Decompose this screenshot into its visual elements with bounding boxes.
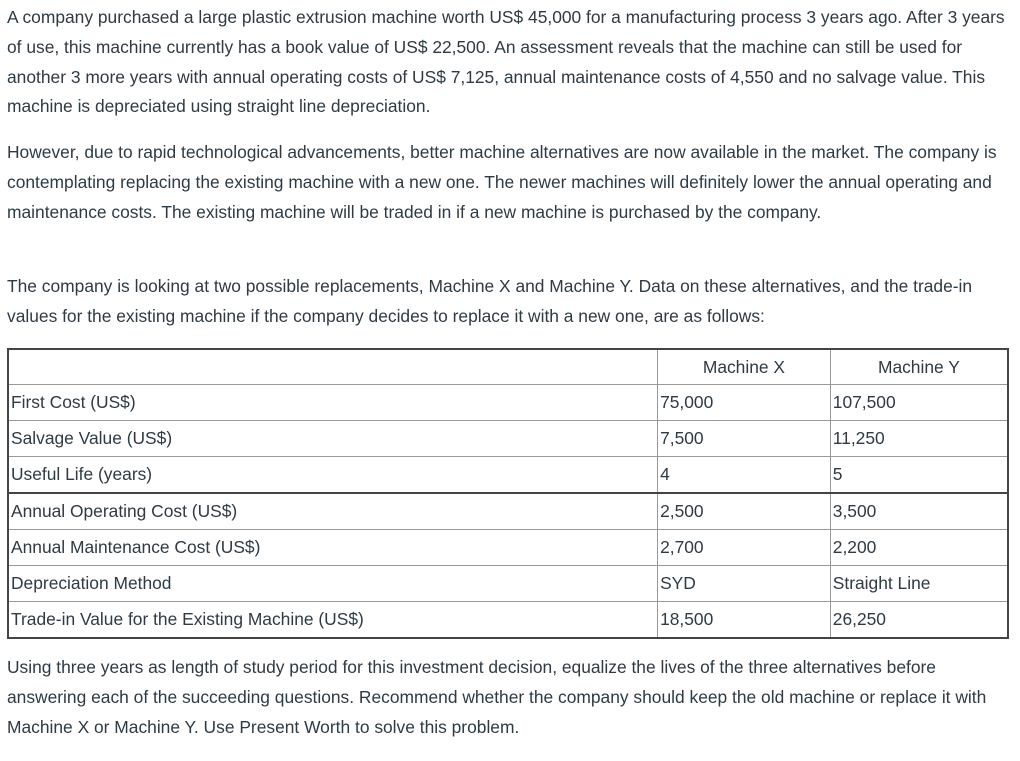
machine-x-header: Machine X (658, 349, 831, 385)
machine-y-trade-in-value: 26,250 (830, 602, 1008, 639)
row-label-annual-operating-cost: Annual Operating Cost (US$) (8, 493, 658, 530)
problem-intro-paragraph: A company purchased a large plastic extrusion machine worth US$ 45,000 for a manufacturing process 3 years ago. After 3 years of use, this machine currently has a book value of US$ 22,500. An assessment reveals that the machine can still be used for another 3 more years with annual operating costs of US$ 7,125, annual maintenance costs of 4,550 and no salvage value. This machine is depreciated using straight line depreciation. (7, 7, 1005, 117)
row-label-trade-in-value: Trade-in Value for the Existing Machine (US$) (8, 602, 658, 639)
machine-x-depreciation-method: SYD (658, 566, 831, 602)
alternatives-intro-paragraph: The company is looking at two possible replacements, Machine X and Machine Y. Data on these alternatives, and the trade-in values for the existing machine if the company decides to replace it with a new one, are as follows: (7, 276, 973, 326)
machine-y-salvage-value: 11,250 (830, 421, 1008, 457)
machine-y-depreciation-method: Straight Line (830, 566, 1008, 602)
table-row (8, 421, 1008, 457)
machine-y-annual-maintenance-cost: 2,200 (830, 530, 1008, 566)
machine-x-salvage-value: 7,500 (658, 421, 831, 457)
table-row (8, 385, 1008, 421)
table-header-blank (8, 349, 658, 385)
machine-x-annual-maintenance-cost: 2,700 (658, 530, 831, 566)
machine-x-useful-life: 4 (658, 457, 831, 494)
row-label-first-cost: First Cost (US$) (8, 385, 658, 421)
machine-y-annual-operating-cost: 3,500 (830, 493, 1008, 530)
machine-y-useful-life: 5 (830, 457, 1008, 494)
machine-x-trade-in-value: 18,500 (658, 602, 831, 639)
table-row (8, 566, 1008, 602)
machine-x-first-cost: 75,000 (658, 385, 831, 421)
row-label-annual-maintenance-cost: Annual Maintenance Cost (US$) (8, 530, 658, 566)
replacement-context-paragraph: However, due to rapid technological advancements, better machine alternatives are now available in the market. The company is contemplating replacing the existing machine with a new one. The newer machines will definitely lower the annual operating and maintenance costs. The existing machine will be traded in if a new machine is purchased by the company. (7, 142, 997, 222)
machine-comparison-table (7, 348, 1009, 639)
row-label-salvage-value: Salvage Value (US$) (8, 421, 658, 457)
table-row (8, 602, 1008, 639)
machine-y-header: Machine Y (830, 349, 1008, 385)
row-label-useful-life: Useful Life (years) (8, 457, 658, 494)
table-row (8, 457, 1008, 494)
table-header-row (8, 349, 1008, 385)
question-paragraph: Using three years as length of study period for this investment decision, equalize the lives of the three alternatives before answering each of the succeeding questions. Recommend whether the company should keep the old machine or replace it with Machine X or Machine Y. Use Present Worth to solve this problem. (7, 657, 987, 737)
machine-y-first-cost: 107,500 (830, 385, 1008, 421)
table-row (8, 493, 1008, 530)
row-label-depreciation-method: Depreciation Method (8, 566, 658, 602)
table-row (8, 530, 1008, 566)
machine-x-annual-operating-cost: 2,500 (658, 493, 831, 530)
